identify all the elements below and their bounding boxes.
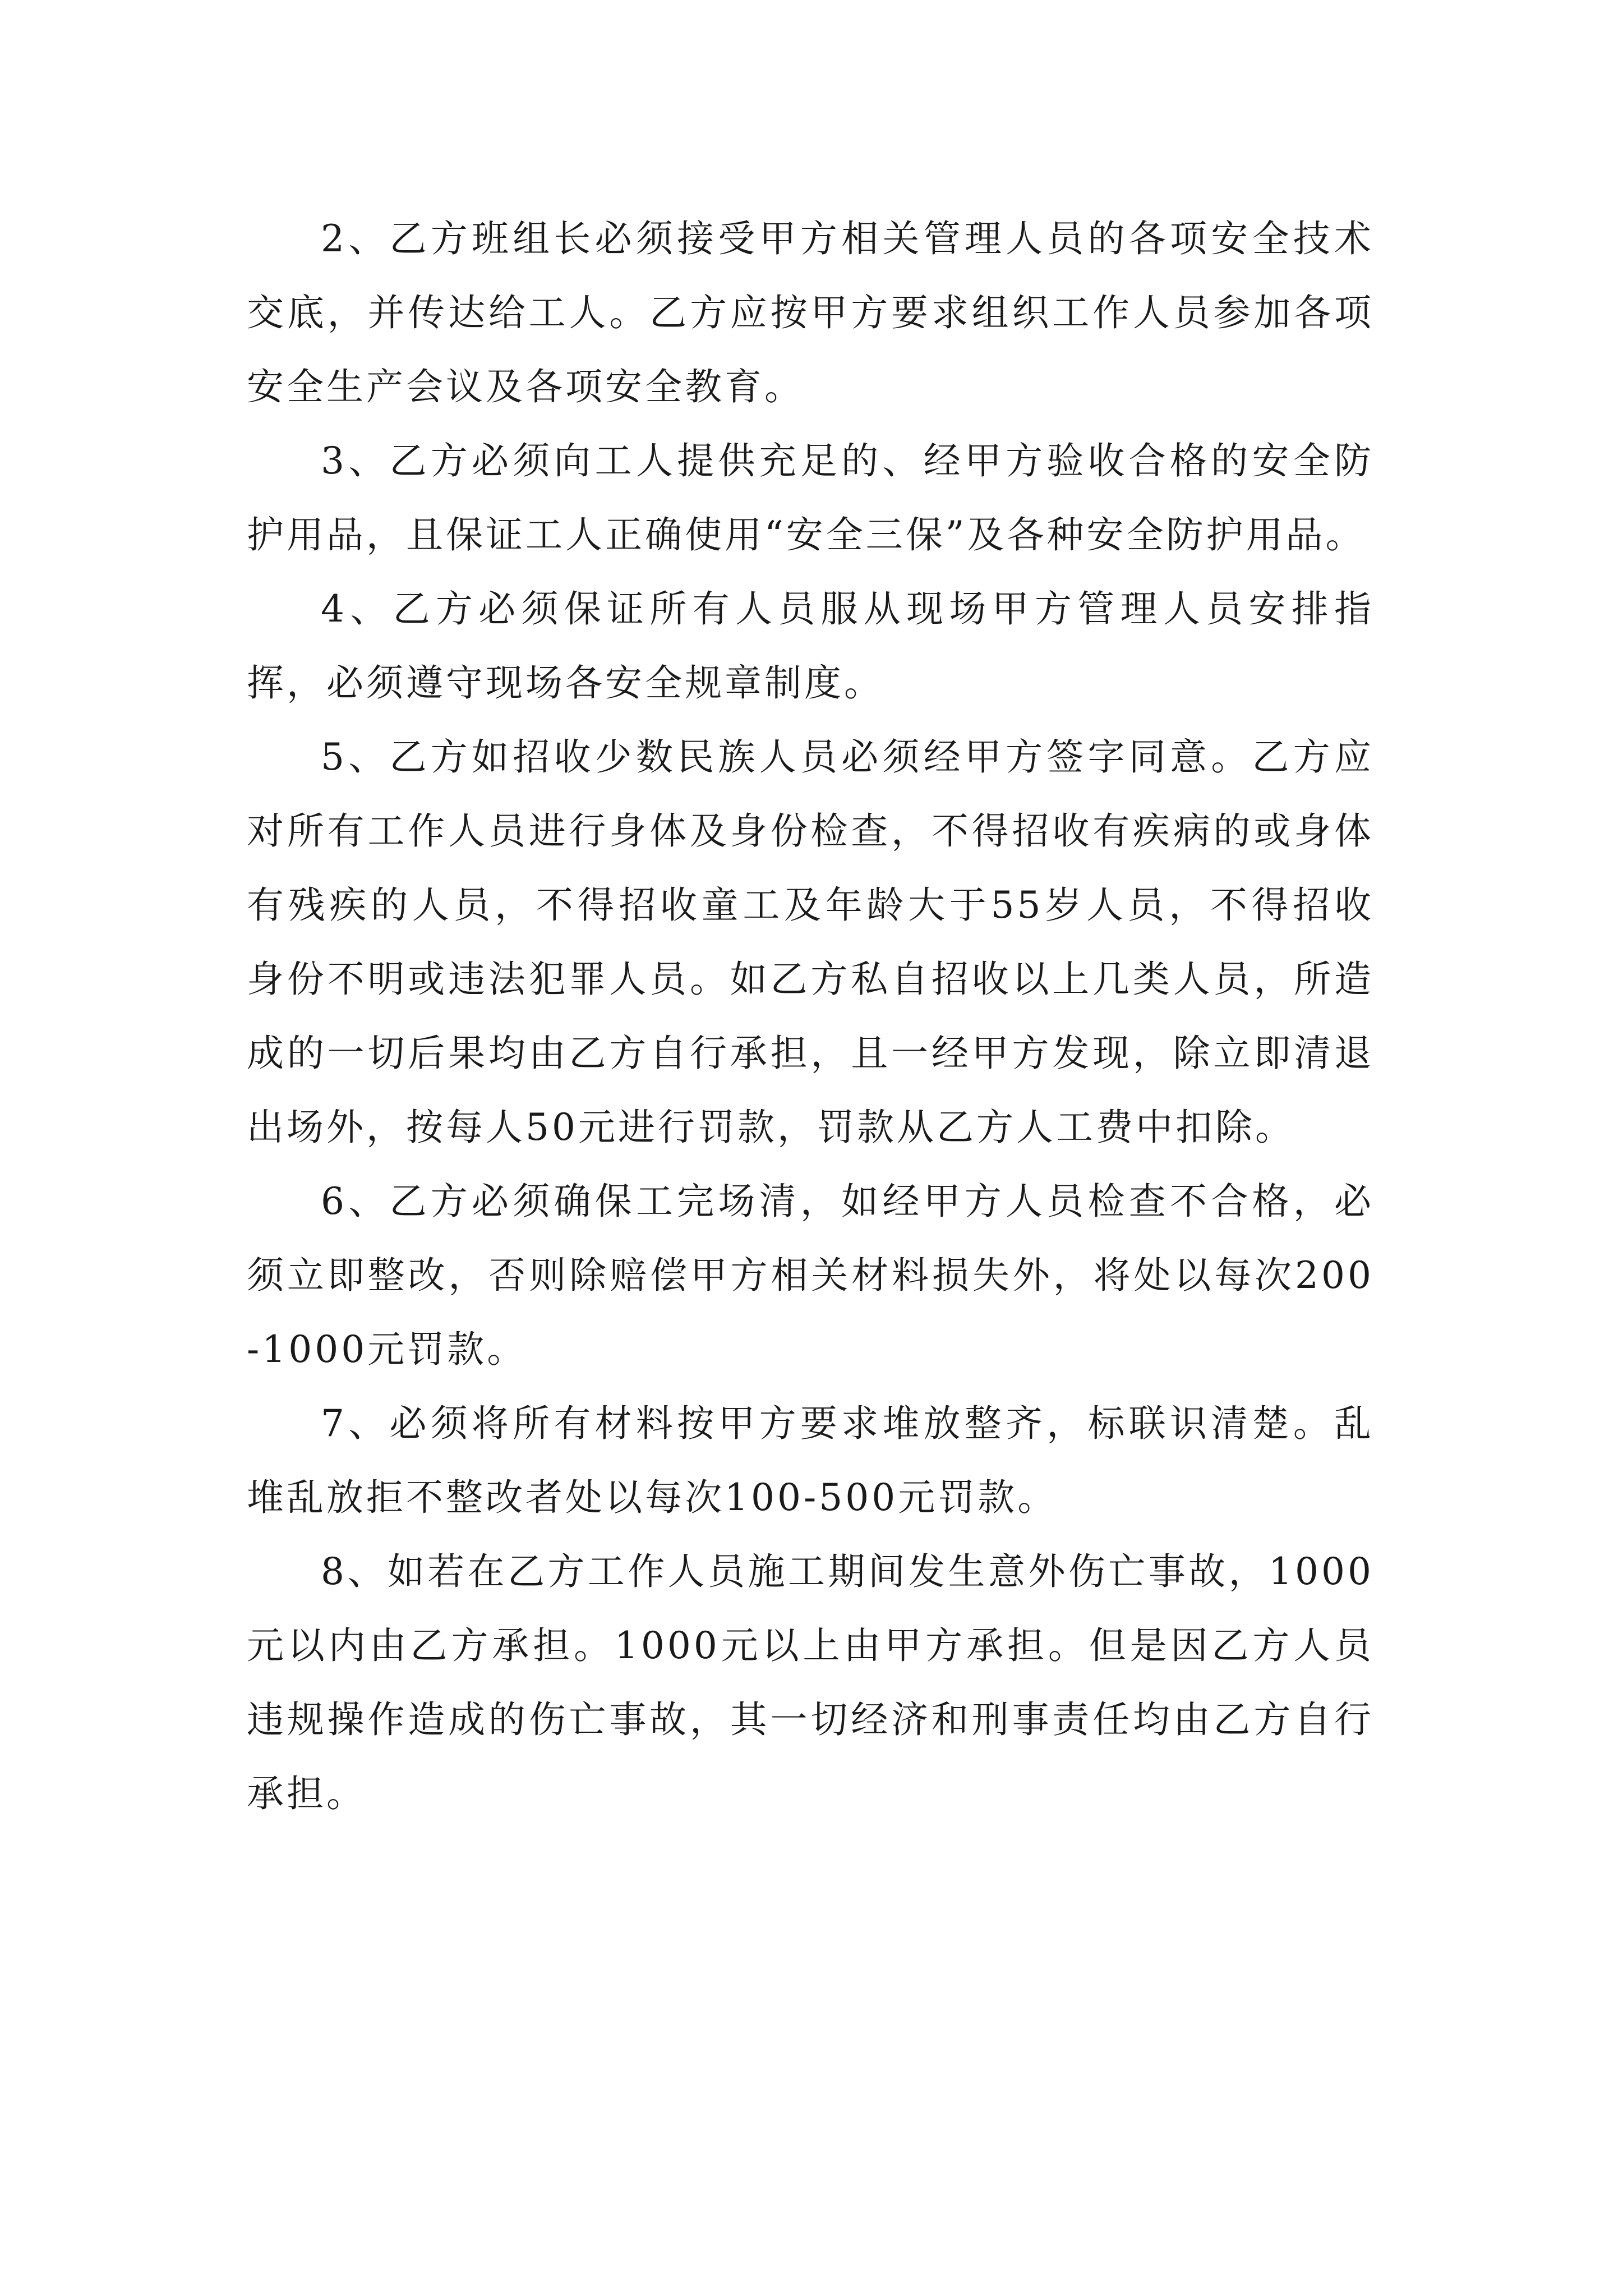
clause-7: 7、必须将所有材料按甲方要求堆放整齐，标联识清楚。乱堆乱放拒不整改者处以每次100-500元罚款。 [247, 1402, 1374, 1519]
document-body [247, 202, 1374, 1831]
clause-4: 4、乙方必须保证所有人员服从现场甲方管理人员安排指挥，必须遵守现场各安全规章制度。 [247, 587, 1374, 705]
clause-2: 2、乙方班组长必须接受甲方相关管理人员的各项安全技术交底，并传达给工人。乙方应按甲方要求组织工作人员参加各项安全生产会议及各项安全教育。 [247, 217, 1374, 408]
clause-6: 6、乙方必须确保工完场清，如经甲方人员检查不合格，必须立即整改，否则除赔偿甲方相关材料损失外，将处以每次200-1000元罚款。 [247, 1180, 1374, 1371]
clause-8: 8、如若在乙方工作人员施工期间发生意外伤亡事故，1000元以内由乙方承担。1000元以上由甲方承担。但是因乙方人员违规操作造成的伤亡事故，其一切经济和刑事责任均由乙方自行承担。 [247, 1550, 1374, 1815]
clause-3: 3、乙方必须向工人提供充足的、经甲方验收合格的安全防护用品，且保证工人正确使用“安全三保”及各种安全防护用品。 [247, 439, 1374, 556]
clause-5: 5、乙方如招收少数民族人员必须经甲方签字同意。乙方应对所有工作人员进行身体及身份检查，不得招收有疾病的或身体有残疾的人员，不得招收童工及年龄大于55岁人员，不得招收身份不明或违法犯罪人员。如乙方私自招收以上几类人员，所造成的一切后果均由乙方自行承担，且一经甲方发现，除立即清退出场外，按每人50元进行罚款，罚款从乙方人工费中扣除。 [247, 735, 1374, 1149]
